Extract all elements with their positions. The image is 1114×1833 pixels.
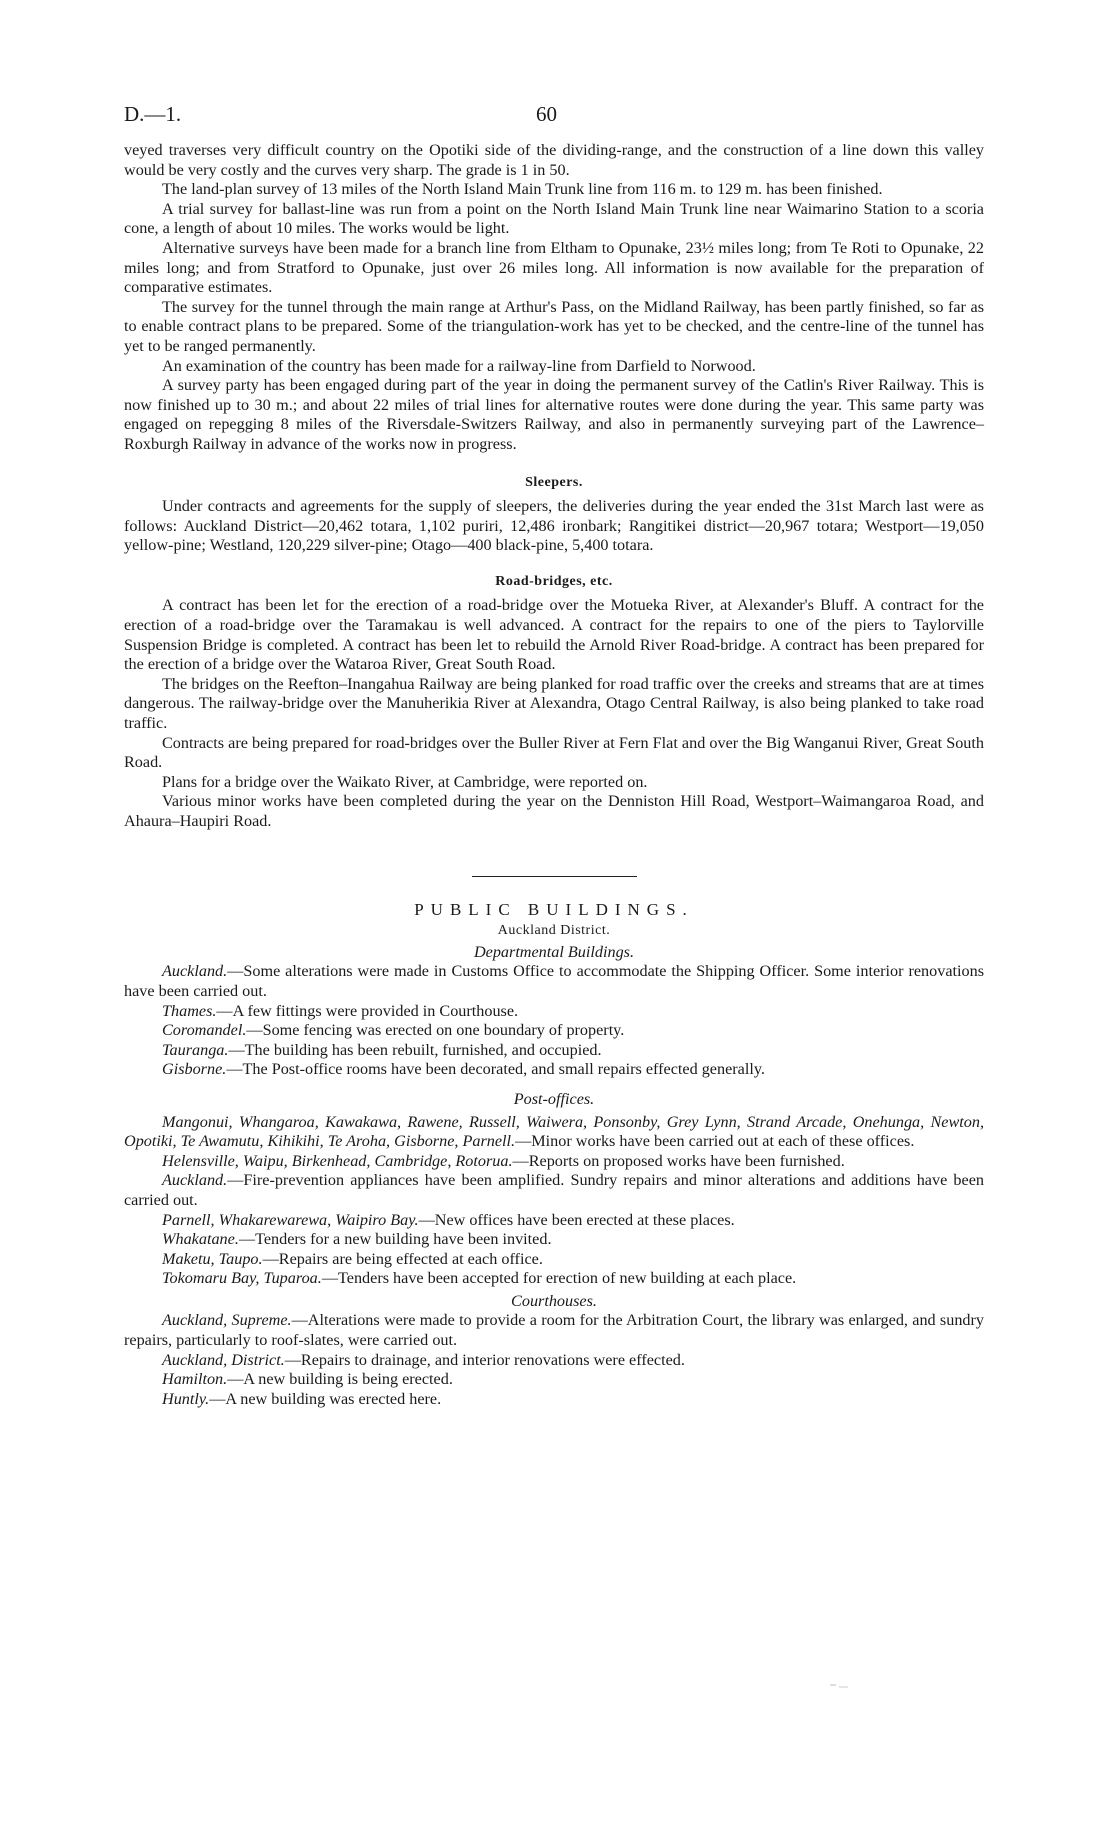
place-names: Mangonui, Whangaroa, Kawakawa, Rawene, Russell, Waiwera, Ponsonby, Grey Lynn, Strand Arcade, Onehunga, Newton, Opotiki, Te Awamutu, Kihikihi, Te Aroha, Gisborne, Parnell.	[124, 1112, 984, 1151]
courthouses-heading: Courthouses.	[511, 1291, 597, 1310]
paragraph: A contract has been let for the erection of a road-bridge over the Motueka River, at Alexander's Bluff. A contract for the erection of a road-bridge over the Taramakau is well advanced. A contract for the repairs to one of the piers to Taylorville Suspension Bridge is completed. A contract has been let to rebuild the Arnold River Road-bridge. A contract has been prepared for the erection of a bridge over the Wataroa River, Great South Road.	[124, 596, 984, 674]
list-item	[124, 1060, 984, 1080]
paragraph: veyed traverses very difficult country on the Opotiki side of the dividing-range, and the construction of a line down this valley would be very costly and the curves very sharp. The grade is 1 in 50.	[124, 141, 984, 179]
entry-text: —A few fittings were provided in Courthouse.	[216, 1001, 519, 1020]
list-item	[124, 1269, 984, 1289]
entry-text: —Repairs are being effected at each office.	[262, 1249, 543, 1268]
paragraph: Plans for a bridge over the Waikato River, at Cambridge, were reported on.	[162, 772, 648, 791]
list-item	[124, 1041, 984, 1061]
page-header	[124, 102, 984, 128]
place-names: Hamilton.	[162, 1370, 228, 1389]
place-names: Auckland.	[162, 1171, 228, 1190]
entry-text: —Reports on proposed works have been furnished.	[512, 1151, 845, 1170]
paragraph: Under contracts and agreements for the supply of sleepers, the deliveries during the year ended the 31st March last were as follows: Auckland District—20,462 totara, 1,102 puriri, 12,486 ironbark; Rangitikei district—20,967 totara; Westport—19,050 yellow-pine; Westland, 120,229 silver-pine; Otago—400 black-pine, 5,400 totara.	[124, 497, 984, 555]
list-item	[124, 1351, 984, 1371]
place-names: Auckland.	[162, 962, 228, 981]
road-bridges-section	[124, 572, 984, 832]
place-names: Tauranga.	[162, 1040, 229, 1059]
entry-text: —Some fencing was erected on one boundary of property.	[246, 1021, 625, 1040]
place-names: Coromandel.	[162, 1021, 247, 1040]
list-item	[124, 1311, 984, 1350]
public-buildings-title: PUBLIC BUILDINGS.	[414, 899, 694, 919]
entry-text: —Some alterations were made in Customs Office to accommodate the Shipping Officer. Some interior renovations have been carried out.	[124, 962, 984, 1000]
place-names: Parnell, Whakarewarewa, Waipiro Bay.	[162, 1210, 419, 1229]
list-item	[124, 1021, 984, 1041]
page-number: 60	[536, 102, 557, 126]
departmental-buildings-list	[124, 962, 984, 1080]
place-names: Whakatane.	[162, 1230, 239, 1249]
list-item	[124, 1113, 984, 1152]
place-names: Thames.	[162, 1001, 217, 1020]
place-names: Auckland, Supreme.	[162, 1311, 292, 1330]
entry-text: —The Post-office rooms have been decorated, and small repairs effected generally.	[226, 1060, 765, 1079]
entry-text: —Repairs to drainage, and interior renovations were effected.	[284, 1350, 685, 1369]
place-names: Gisborne.	[162, 1060, 227, 1079]
section-heading-road-bridges: Road-bridges, etc.	[495, 573, 613, 589]
courthouses-list	[124, 1311, 984, 1409]
entry-text: —Fire-prevention appliances have been amplified. Sundry repairs and minor alterations and additions have been carried out.	[124, 1171, 984, 1209]
paragraph: The land-plan survey of 13 miles of the North Island Main Trunk line from 116 m. to 129 m. has been finished.	[162, 180, 883, 199]
place-names: Maketu, Taupo.	[162, 1249, 263, 1268]
paragraph: The bridges on the Reefton–Inangahua Railway are being planked for road traffic over the creeks and streams that are at times dangerous. The railway-bridge over the Manuherikia River at Alexandra, Otago Central Railway, is also being planked to take road traffic.	[124, 674, 984, 733]
section-heading-sleepers: Sleepers.	[525, 474, 583, 490]
section-divider	[472, 876, 637, 877]
list-item	[124, 1230, 984, 1250]
place-names: Tokomaru Bay, Tuparoa.	[162, 1269, 322, 1288]
list-item	[124, 1171, 984, 1210]
entry-text: —A new building is being erected.	[227, 1370, 453, 1389]
post-offices-list	[124, 1113, 984, 1289]
district-heading: Auckland District.	[497, 923, 611, 939]
sleepers-section	[124, 473, 984, 556]
surveys-section	[124, 141, 984, 455]
paragraph: Alternative surveys have been made for a branch line from Eltham to Opunake, 23½ miles long; from Te Roti to Opunake, 22 miles long; and from Stratford to Opunake, just over 26 miles long. All information is now available for the preparation of comparative estimates.	[124, 238, 984, 297]
departmental-buildings-heading: Departmental Buildings.	[473, 942, 635, 961]
paragraph: A trial survey for ballast-line was run from a point on the North Island Main Trunk line near Waimarino Station to a scoria cone, a length of about 10 miles. The works would be light.	[124, 199, 984, 238]
entry-text: —Minor works have been carried out at each of these offices.	[515, 1132, 915, 1151]
entry-text: —The building has been rebuilt, furnished, and occupied.	[228, 1040, 602, 1059]
list-item	[124, 962, 984, 1001]
entry-text: —Alterations were made to provide a room for the Arbitration Court, the library was enlarged, and sundry repairs, particularly to roof-slates, were carried out.	[124, 1311, 985, 1350]
entry-text: —Tenders have been accepted for erection of new building at each place.	[321, 1269, 797, 1288]
entry-text: —A new building was erected here.	[209, 1389, 442, 1408]
entry-text: —New offices have been erected at these places.	[418, 1210, 735, 1229]
page-body	[124, 141, 984, 1409]
paragraph: The survey for the tunnel through the main range at Arthur's Pass, on the Midland Railway, has been partly finished, so far as to enable contract plans to be prepared. Some of the triangulation-work has yet to be checked, and the centre-line of the tunnel has yet to be ranged permanently.	[124, 297, 984, 355]
list-item	[124, 1390, 984, 1410]
list-item	[124, 1250, 984, 1270]
place-names: Helensville, Waipu, Birkenhead, Cambridge, Rotorua.	[162, 1151, 513, 1170]
list-item	[124, 1370, 984, 1390]
paragraph: Contracts are being prepared for road-bridges over the Buller River at Fern Flat and over the Big Wanganui River, Great South Road.	[124, 733, 984, 772]
public-buildings-section	[124, 900, 984, 1410]
place-names: Huntly.	[162, 1389, 210, 1408]
print-specks	[828, 1682, 852, 1690]
place-names: Auckland, District.	[162, 1350, 285, 1369]
paragraph: A survey party has been engaged during part of the year in doing the permanent survey of the Catlin's River Railway. This is now finished up to 30 m.; and about 22 miles of trial lines for alternative routes were done during the year. This same party was engaged on repegging 8 miles of the Riversdale-Switzers Railway, and also in permanently surveying part of the Lawrence–Roxburgh Railway in advance of the works now in progress.	[124, 376, 984, 453]
list-item	[124, 1152, 984, 1172]
list-item	[124, 1002, 984, 1022]
paragraph: An examination of the country has been made for a railway-line from Darfield to Norwood.	[162, 356, 756, 375]
list-item	[124, 1211, 984, 1231]
entry-text: —Tenders for a new building have been invited.	[238, 1230, 552, 1249]
paragraph: Various minor works have been completed during the year on the Denniston Hill Road, Westport–Waimangaroa Road, and Ahaura–Haupiri Road.	[124, 792, 984, 830]
post-offices-heading: Post-offices.	[513, 1089, 595, 1108]
document-reference: D.—1.	[124, 102, 182, 126]
